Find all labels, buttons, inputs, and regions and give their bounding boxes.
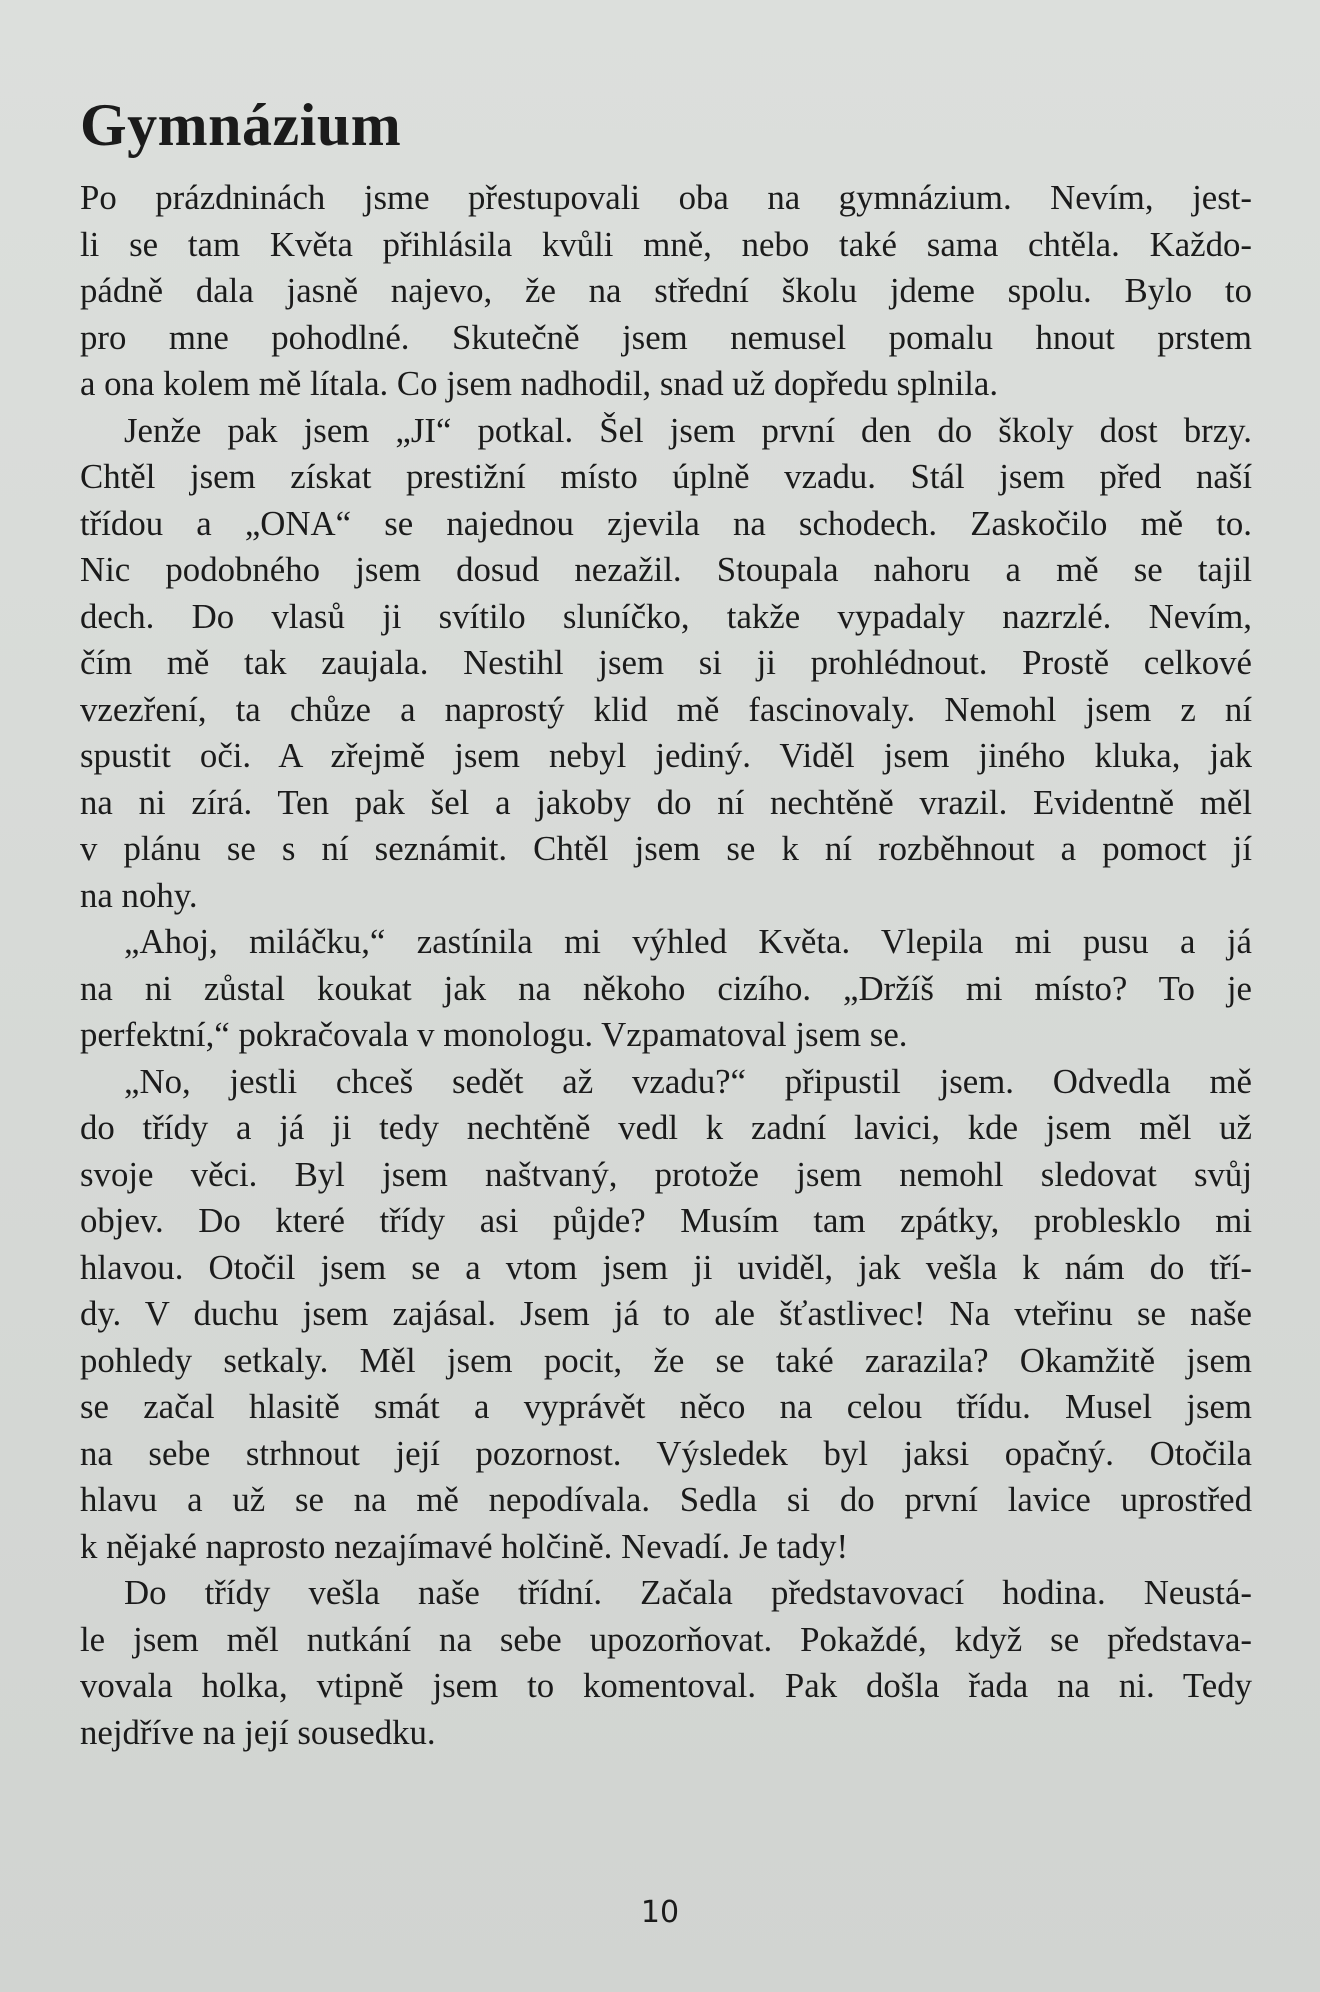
text-line: třídou a „ONA“ se najednou zjevila na schodech. Zaskočilo mě to.: [80, 503, 1252, 543]
text-line: pohledy setkaly. Měl jsem pocit, že se také zarazila? Okamžitě jsem: [80, 1340, 1252, 1380]
text-line: na nohy.: [80, 875, 198, 915]
chapter-body: [80, 175, 1252, 1756]
text-line: Chtěl jsem získat prestižní místo úplně vzadu. Stál jsem před naší: [80, 457, 1252, 496]
text-line: dech. Do vlasů ji svítilo sluníčko, takže vypadaly nazrzlé. Nevím,: [80, 596, 1252, 636]
text-line: na ni zůstal koukat jak na někoho cizího. „Držíš mi místo? To je: [80, 968, 1252, 1008]
text-line: Po prázdninách jsme přestupovali oba na gymnázium. Nevím, jest-: [80, 178, 1252, 217]
text-line: „Ahoj, miláčku,“ zastínila mi výhled Květa. Vlepila mi pusu a já: [124, 922, 1252, 961]
text-line: vovala holka, vtipně jsem to komentoval. Pak došla řada na ni. Tedy: [80, 1666, 1252, 1705]
text-line: nejdříve na její sousedku.: [80, 1712, 436, 1752]
paragraph: [80, 1059, 1252, 1571]
text-line: perfektní,“ pokračovala v monologu. Vzpamatoval jsem se.: [80, 1015, 908, 1054]
text-line: dy. V duchu jsem zajásal. Jsem já to ale šťastlivec! Na vteřinu se naše: [80, 1294, 1252, 1333]
text-line: Do třídy vešla naše třídní. Začala představovací hodina. Neustá-: [124, 1573, 1252, 1612]
paragraph: [80, 919, 1252, 1059]
text-line: Nic podobného jsem dosud nezažil. Stoupala nahoru a mě se tajil: [80, 550, 1252, 589]
text-line: a ona kolem mě lítala. Co jsem nadhodil, snad už dopředu splnila.: [80, 364, 999, 403]
text-line: pro mne pohodlné. Skutečně jsem nemusel pomalu hnout prstem: [80, 317, 1252, 357]
text-line: Jenže pak jsem „JI“ potkal. Šel jsem první den do školy dost brzy.: [124, 410, 1252, 450]
text-line: objev. Do které třídy asi půjde? Musím tam zpátky, problesklo mi: [80, 1201, 1252, 1240]
text-line: v plánu se s ní seznámit. Chtěl jsem se k ní rozběhnout a pomoct jí: [80, 829, 1252, 868]
text-line: pádně dala jasně najevo, že na střední školu jdeme spolu. Bylo to: [80, 271, 1252, 310]
text-line: li se tam Květa přihlásila kvůli mně, nebo také sama chtěla. Každo-: [80, 224, 1252, 264]
text-line: čím mě tak zaujala. Nestihl jsem si ji prohlédnout. Prostě celkové: [80, 643, 1252, 682]
text-line: „No, jestli chceš sedět až vzadu?“ připustil jsem. Odvedla mě: [124, 1061, 1252, 1101]
paragraph: [80, 408, 1252, 920]
text-line: do třídy a já ji tedy nechtěně vedl k zadní lavici, kde jsem měl už: [80, 1108, 1252, 1147]
text-line: na sebe strhnout její pozornost. Výsledek byl jaksi opačný. Otočila: [80, 1433, 1252, 1473]
text-line: se začal hlasitě smát a vyprávět něco na celou třídu. Musel jsem: [80, 1387, 1252, 1426]
text-line: svoje věci. Byl jsem naštvaný, protože jsem nemohl sledovat svůj: [80, 1154, 1252, 1194]
chapter-title: Gymnázium: [80, 92, 402, 158]
text-line: na ni zírá. Ten pak šel a jakoby do ní nechtěně vrazil. Evidentně měl: [80, 782, 1252, 822]
page-number: 10: [640, 1895, 680, 1930]
paragraph: [80, 1570, 1252, 1756]
text-line: hlavu a už se na mě nepodívala. Sedla si do první lavice uprostřed: [80, 1480, 1252, 1519]
text-line: hlavou. Otočil jsem se a vtom jsem ji uviděl, jak vešla k nám do tří-: [80, 1247, 1252, 1287]
text-line: le jsem měl nutkání na sebe upozorňovat. Pokaždé, když se představa-: [80, 1619, 1252, 1659]
text-line: k nějaké naprosto nezajímavé holčině. Nevadí. Je tady!: [80, 1526, 849, 1566]
text-line: spustit oči. A zřejmě jsem nebyl jediný. Viděl jsem jiného kluka, jak: [80, 736, 1252, 775]
text-line: vzezření, ta chůze a naprostý klid mě fascinovaly. Nemohl jsem z ní: [80, 689, 1252, 729]
paragraph: [80, 175, 1252, 408]
